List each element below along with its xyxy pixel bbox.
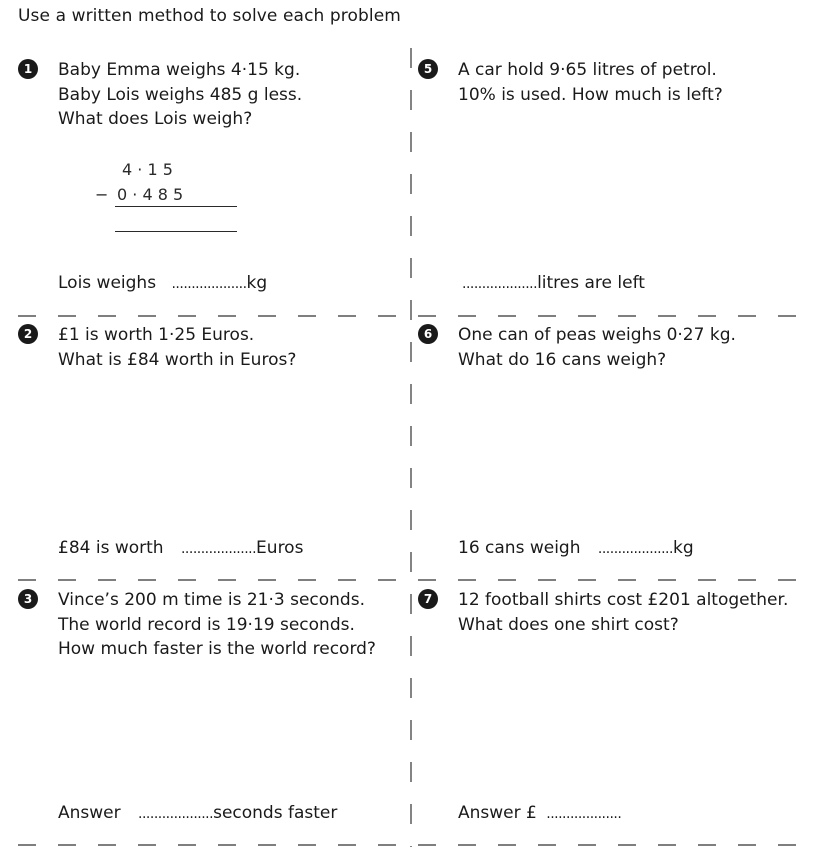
question-line: 12 football shirts cost £201 altogether. (458, 590, 789, 610)
answer-prefix: Lois weighs (58, 273, 157, 293)
answer-prefix: 16 cans weigh (458, 538, 581, 558)
question-line: The world record is 19·19 seconds. (58, 614, 355, 635)
workings-underline-1 (115, 206, 237, 207)
workings-underline-2 (115, 231, 237, 232)
workings-top-number: 4 · 1 5 (122, 160, 173, 179)
question-line: What does one shirt cost? (458, 614, 679, 635)
answer-suffix: seconds faster (213, 803, 338, 823)
question-line: A car hold 9·65 litres of petrol. (458, 60, 717, 80)
answer-prefix: £84 is worth (58, 538, 164, 558)
answer-line-2[interactable] (58, 538, 303, 558)
answer-blank[interactable]: ................... (546, 806, 622, 822)
answer-line-3[interactable] (58, 803, 337, 823)
question-number-badge: 2 (18, 324, 38, 344)
question-line: How much faster is the world record? (58, 639, 376, 659)
answer-prefix: Answer £ (458, 803, 537, 823)
question-line: 10% is used. How much is left? (458, 84, 723, 105)
question-line: Vince’s 200 m time is 21·3 seconds. (58, 590, 365, 610)
answer-suffix: Euros (256, 538, 304, 558)
answer-blank[interactable]: ................... (171, 276, 247, 292)
question-number-badge: 3 (18, 589, 38, 609)
question-text (58, 588, 376, 662)
question-line: One can of peas weighs 0·27 kg. (458, 325, 736, 345)
answer-line-5[interactable] (462, 273, 645, 293)
question-line: £1 is worth 1·25 Euros. (58, 325, 255, 345)
question-number-badge: 1 (18, 59, 38, 79)
question-number-badge: 7 (418, 589, 438, 609)
question-number-badge: 6 (418, 324, 438, 344)
question-line: What is £84 worth in Euros? (58, 349, 297, 370)
answer-line-6[interactable] (458, 538, 694, 558)
answer-suffix: kg (246, 273, 268, 293)
answer-suffix: kg (672, 538, 694, 558)
answer-blank[interactable]: ................... (597, 541, 673, 557)
answer-prefix: Answer (58, 803, 121, 823)
answer-suffix: litres are left (537, 273, 645, 293)
question-line: What do 16 cans weigh? (458, 349, 667, 370)
answer-line-1[interactable] (58, 273, 267, 293)
question-line: What does Lois weigh? (58, 109, 253, 129)
question-text (458, 588, 788, 637)
workings-minus-sign: − (95, 185, 109, 204)
question-text (58, 323, 296, 372)
question-text (458, 323, 736, 372)
question-number-badge: 5 (418, 59, 438, 79)
answer-blank[interactable]: ................... (462, 276, 538, 292)
question-text (58, 58, 302, 132)
answer-blank[interactable]: ................... (180, 541, 257, 557)
answer-blank[interactable]: ................... (138, 806, 214, 822)
workings-bottom-number: 0 · 4 8 5 (117, 185, 184, 204)
answer-line-7[interactable] (458, 803, 621, 823)
question-line: Baby Lois weighs 485 g less. (58, 84, 303, 105)
question-text (458, 58, 723, 107)
handwritten-workings (95, 158, 245, 238)
question-line: Baby Emma weighs 4·15 kg. (58, 60, 301, 80)
instruction-heading: Use a written method to solve each problem (18, 6, 401, 26)
